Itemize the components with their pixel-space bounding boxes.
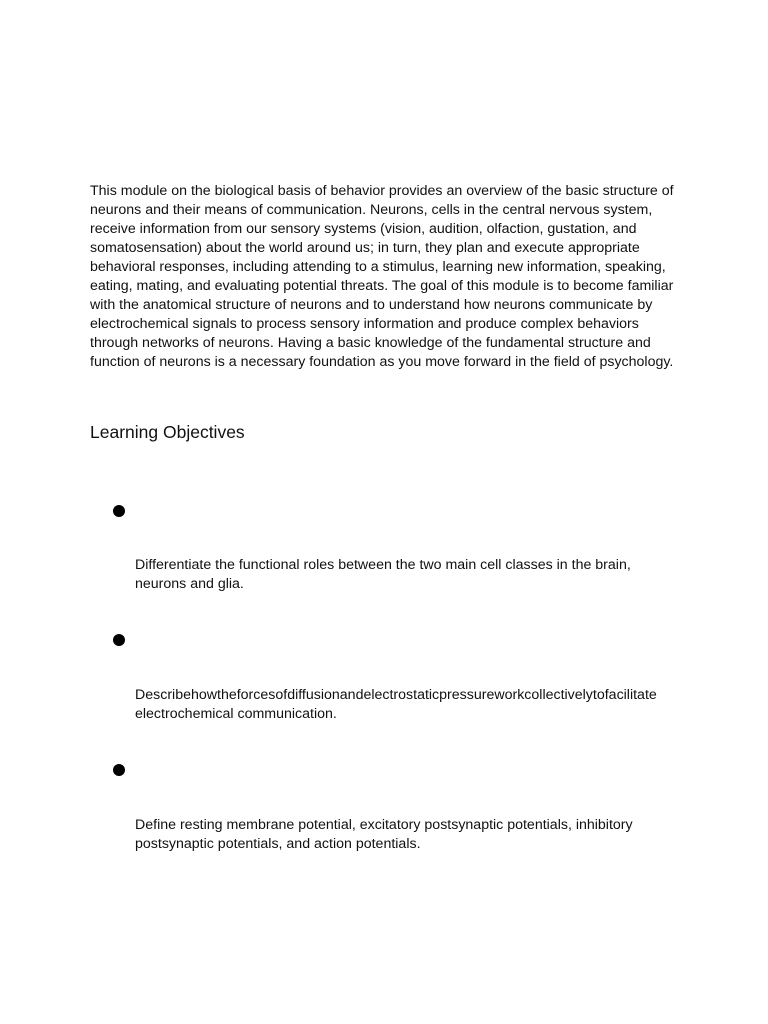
bullet-icon	[113, 634, 125, 646]
objective-item-3: Define resting membrane potential, excitatory postsynaptic potentials, inhibitory postsynaptic potentials, and action potentials.	[135, 817, 633, 852]
objective-item-1: Differentiate the functional roles between the two main cell classes in the brain, neurons and glia.	[135, 557, 631, 592]
bullet-icon	[113, 764, 125, 776]
bullet-icon	[113, 505, 125, 517]
intro-paragraph: This module on the biological basis of behavior provides an overview of the basic structure of neurons and their means of communication. Neurons, cells in the central nervous system, receive information from our sensory systems (vision, audition, olfaction, gustation, and somatosensation) about the world around us; in turn, they plan and execute appropriate behavioral responses, including attending to a stimulus, learning new information, speaking, eating, mating, and evaluating potential threats. The goal of this module is to become familiar with the anatomical structure of neurons and to understand how neurons communicate by electrochemical signals to process sensory information and produce complex behaviors through networks of neurons. Having a basic knowledge of the fundamental structure and function of neurons is a necessary foundation as you move forward in the field of psychology.	[90, 183, 674, 370]
learning-objectives-heading: Learning Objectives	[90, 422, 245, 442]
objective-item-2: Describehowtheforcesofdiffusionandelectrostaticpressureworkcollectivelytofacilitate electrochemical communication.	[135, 687, 657, 722]
